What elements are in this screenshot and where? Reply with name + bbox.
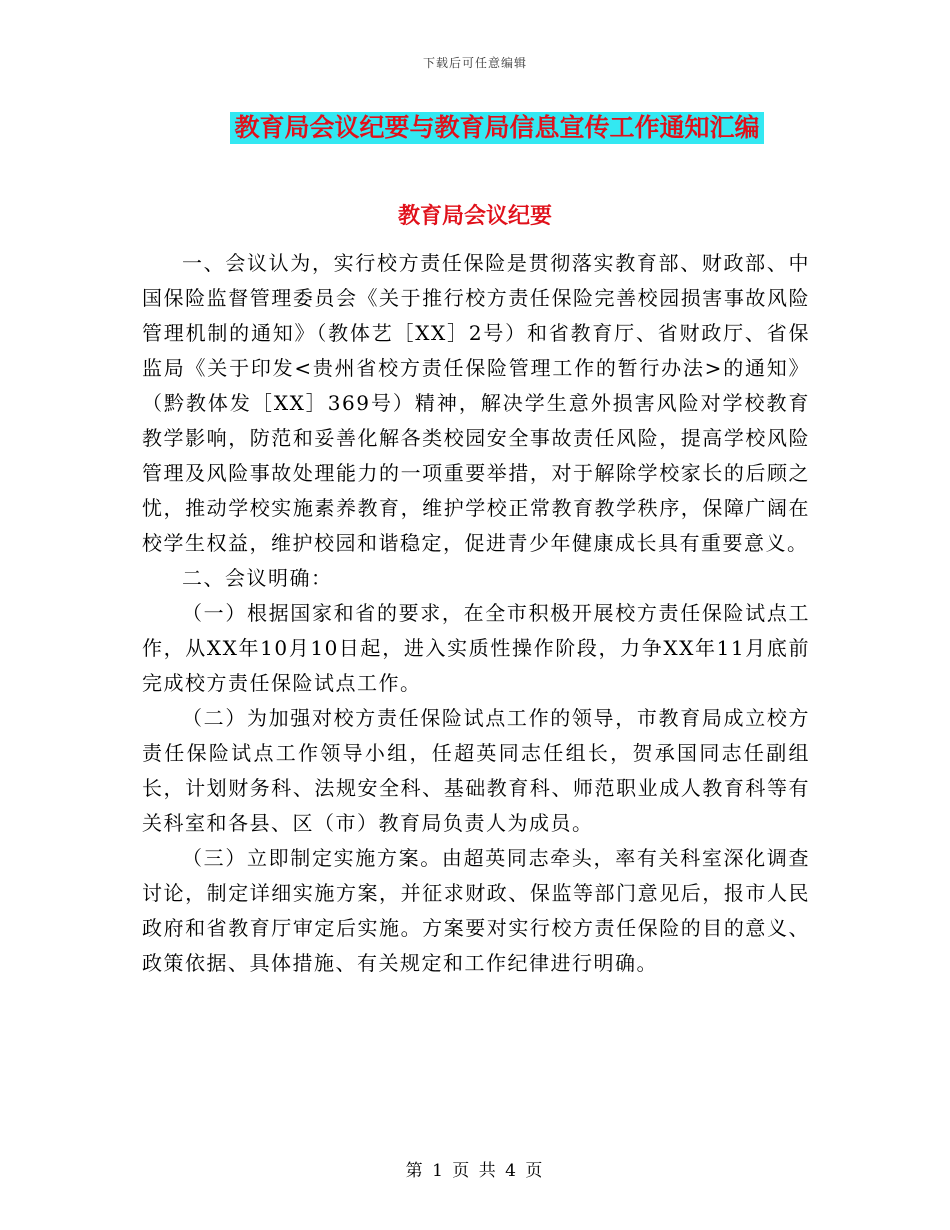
paragraph-5: （三）立即制定实施方案。由超英同志牵头，率有关科室深化调查讨论，制定详细实施方案，并征求财政、保监等部门意见后，报市人民政府和省教育厅审定后实施。方案要对实行校方责任保险的目的意义、政策依据、具体措施、有关规定和工作纪律进行明确。 [142,846,810,975]
paragraph-1: 一、会议认为，实行校方责任保险是贯彻落实教育部、财政部、中国保险监督管理委员会《关于推行校方责任保险完善校园损害事故风险管理机制的通知》（教体艺［XX］2号）和省教育厅、省财政厅、省保监局《关于印发<贵州省校方责任保险管理工作的暂行办法>的通知》（黔教体发［XX］369号）精神，解决学生意外损害风险对学校教育教学影响，防范和妥善化解各类校园安全事故责任风险，提高学校风险管理及风险事故处理能力的一项重要举措，对于解除学校家长的后顾之忧，推动学校实施素养教育，维护学校正常教育教学秩序，保障广阔在校学生权益，维护校园和谐稳定，促进青少年健康成长具有重要意义。 [142,251,810,555]
paragraph-4: （二）为加强对校方责任保险试点工作的领导，市教育局成立校方责任保险试点工作领导小组，任超英同志任组长，贺承国同志任副组长，计划财务科、法规安全科、基础教育科、师范职业成人教育科等有关科室和各县、区（市）教育局负责人为成员。 [142,706,810,835]
main-title: 教育局会议纪要与教育局信息宣传工作通知汇编 [230,112,763,144]
paragraph-2: 二、会议明确： [182,566,333,590]
document-body [142,246,810,981]
header-note: 下载后可任意编辑 [422,56,527,70]
main-title-wrap [0,112,950,144]
paragraph-3: （一）根据国家和省的要求，在全市积极开展校方责任保险试点工作，从XX年10月10日起，进入实质性操作阶段，力争XX年11月底前完成校方责任保险试点工作。 [142,601,810,695]
page-footer: 第 1 页 共 4 页 [405,1161,545,1181]
section-title: 教育局会议纪要 [397,203,552,229]
